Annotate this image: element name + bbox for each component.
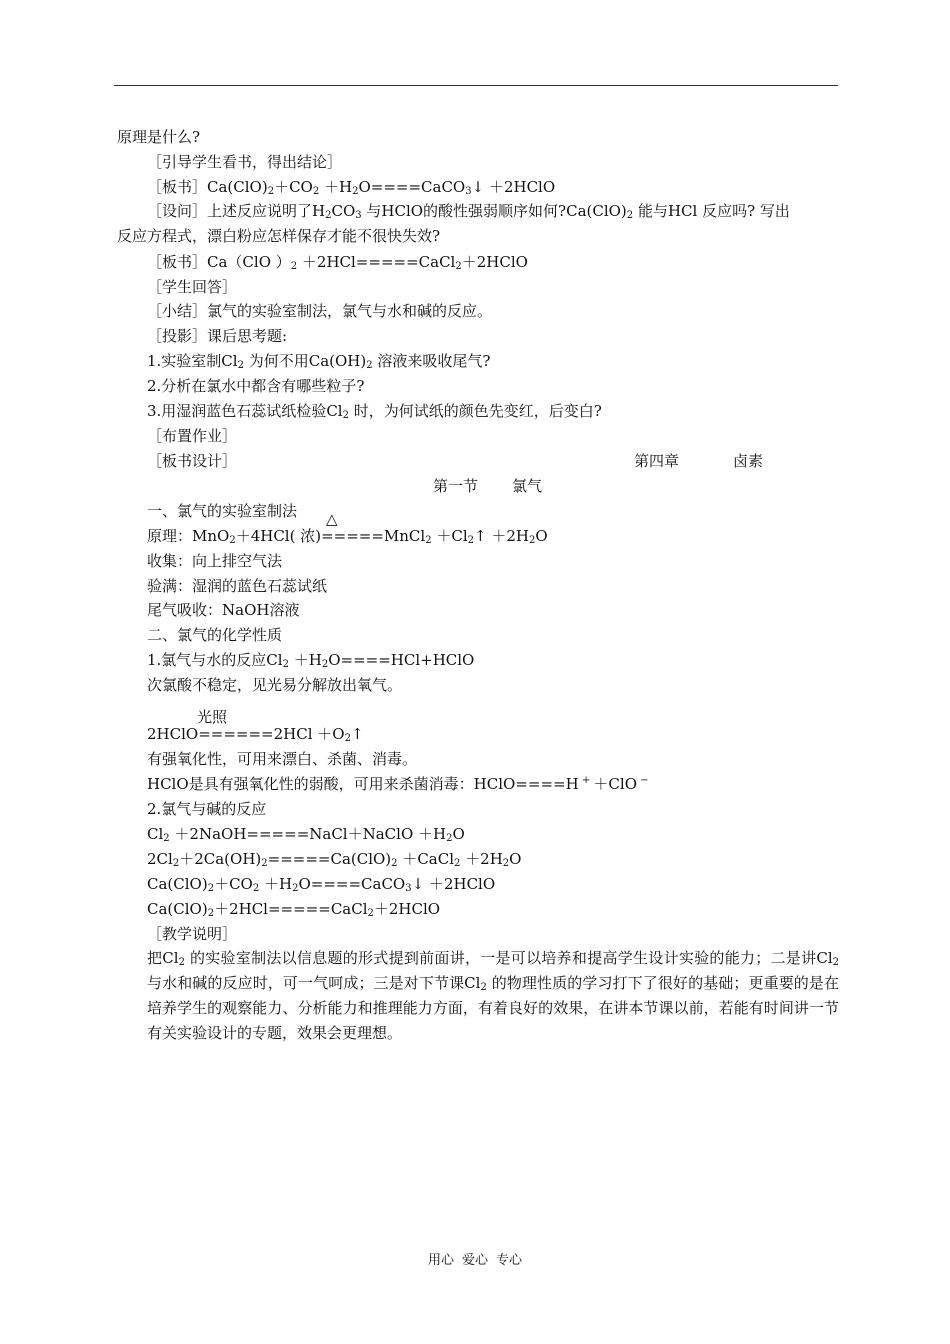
light-mark: 光照 <box>197 708 228 726</box>
text-line: ［板书设计］ <box>147 452 238 470</box>
text-line: 次氯酸不稳定，见光易分解放出氧气。 <box>147 676 403 694</box>
text-line: 验满：湿润的蓝色石蕊试纸 <box>147 577 328 595</box>
page-footer: 用心 爱心 专心 <box>427 1253 523 1268</box>
text-line: 尾气吸收：NaOH溶液 <box>147 601 300 619</box>
equation-line: $Cl_2$ ＋2NaOH=====NaCl＋NaClO $+H_2O$ <box>147 825 465 844</box>
text-line: ［布置作业］ <box>147 427 238 445</box>
heading: 一、氯气的实验室制法 <box>147 502 298 520</box>
chapter-title: 第四章 卤素 <box>634 452 764 470</box>
section-title: 第一节 氯气 <box>433 477 543 495</box>
equation-line: ［板书］Ca（ClO ）$_2$ ＋2HCl=====CaCl$_2$＋2HClO <box>147 253 528 272</box>
text-line: 3.用湿润蓝色石蕊试纸检验$Cl_2$ 时，为何试纸的颜色先变红，后变白? <box>147 402 602 421</box>
equation-line: 原理：MnO$_2$＋4HCl( 浓)=====MnCl$_2$ $+Cl_2↑ +2H_2O$ <box>147 527 548 546</box>
text-line: ［学生回答］ <box>147 278 238 296</box>
header-rule <box>114 85 838 86</box>
equation-line: 1.氯气与水的反应$Cl_2$ $+H_2O====HCl+HClO$ <box>147 651 475 670</box>
text-line: 有强氧化性，可用来漂白、杀菌、消毒。 <box>147 750 418 768</box>
equation-line: 2HClO======2HCl $+O_2↑$ <box>147 725 364 744</box>
text-line: 2.氯气与碱的反应 <box>147 800 267 818</box>
text-line: 1.实验室制$Cl_2$ 为何不用$Ca(OH)_2$ 溶液来吸收尾气? <box>147 352 491 371</box>
equation-line: $Ca(ClO)_2+CO_2$ $+H_2O====CaCO_3↓$ ＋2HClO <box>147 875 496 894</box>
text-line: 2.分析在氯水中都含有哪些粒子? <box>147 377 365 395</box>
equation-line: $2Cl_2+2Ca(OH)_2=====Ca(ClO)_2$ ＋CaCl$_2$ $+2H_2O$ <box>147 850 522 869</box>
text-line: ［教学说明］ <box>147 925 238 943</box>
heating-mark: △ <box>326 510 338 528</box>
text-line: 原理是什么? <box>117 128 201 146</box>
explanation-paragraph: 把$Cl_2$ 的实验室制法以信息题的形式提到前面讲，一是可以培养和提高学生设计实验的能力；二是讲$Cl_2$ 与水和碱的反应时，可一气呵成；三是对下节课$Cl_2$ 的物理性质的学习打下了很好的基础；更重要的是在培养学生的观察能力、分析能力和推理能力方面，有着良好的效果，在讲本节课以前，若能有时间讲一节有关实验设计的专题，效果会更理想。 <box>147 949 840 1042</box>
text-line: 收集：向上排空气法 <box>147 552 283 570</box>
text-line: ［小结］氯气的实验室制法，氯气与水和碱的反应。 <box>147 302 493 320</box>
equation-line: $Ca(ClO)_2+2HCl=====CaCl_2+2HClO$ <box>147 900 441 919</box>
equation-line: ［板书$]Ca(ClO)_2+CO_2$ $+H_2O====CaCO_3↓$ ＋2HClO <box>147 178 556 197</box>
equation-line: HClO是具有强氧化性的弱酸，可用来杀菌消毒：HClO====H + ＋ClO − <box>147 775 649 793</box>
question-paragraph: ［设问］上述反应说明了$H_2CO_3$ 与HClO的酸性强弱顺序如何$?Ca(ClO)_2$ 能与HCl 反应吗? 写出 反应方程式，漂白粉应怎样保存才能不很快失效? <box>117 202 790 245</box>
text-line: ［投影］课后思考题: <box>147 327 288 345</box>
text-line: ［引导学生看书，得出结论］ <box>147 153 343 171</box>
heading: 二、氯气的化学性质 <box>147 626 283 644</box>
